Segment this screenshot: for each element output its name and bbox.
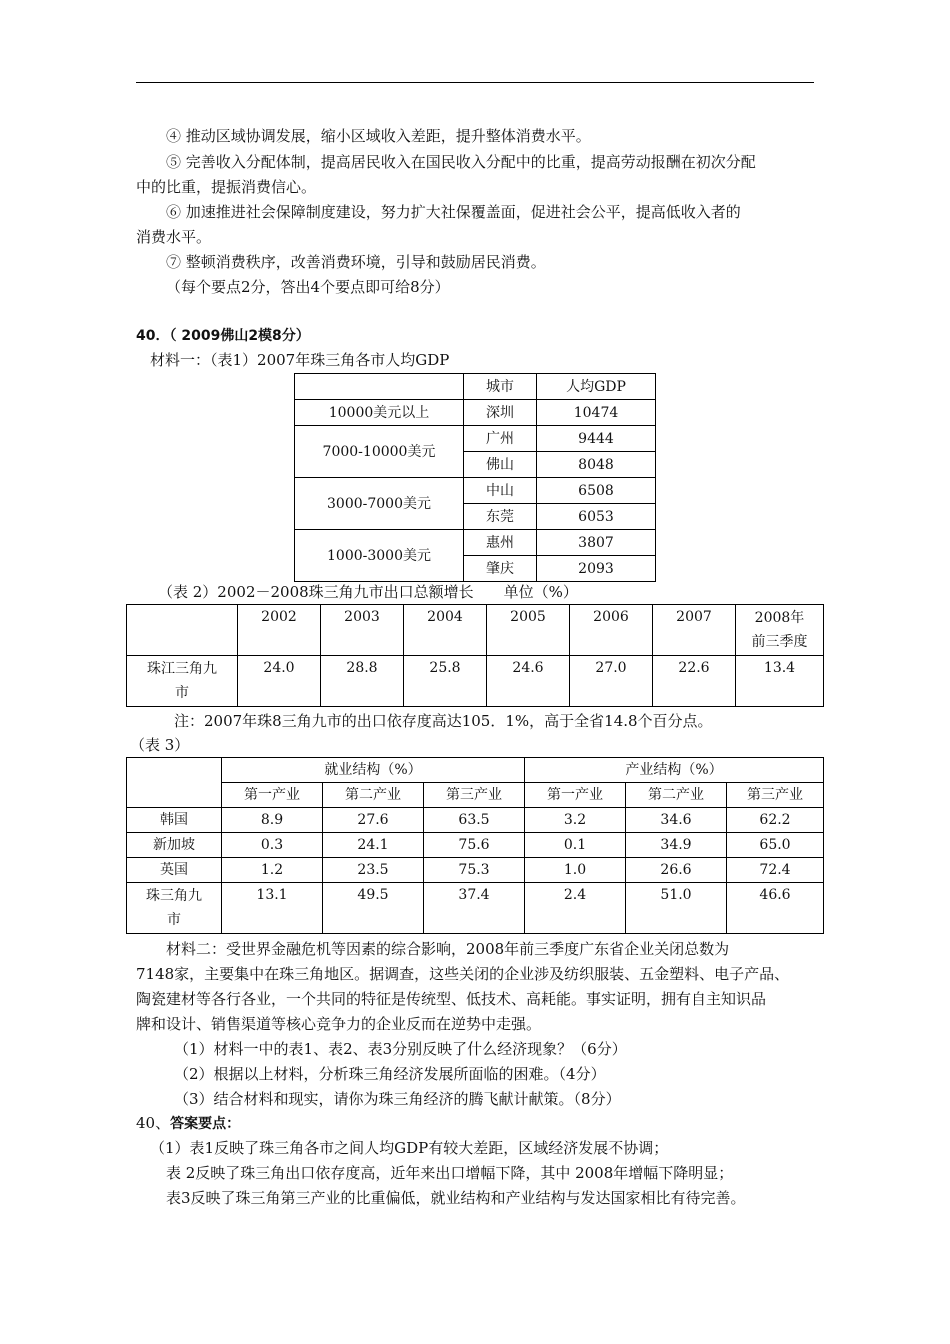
table-2-export-growth — [126, 604, 824, 707]
table-header: 城市 — [464, 374, 537, 400]
table-cell: 22.6 — [653, 656, 736, 707]
row-label-line: 珠江三角九 — [147, 661, 217, 677]
table-cell: 肇庆 — [464, 556, 537, 582]
table-cell — [127, 758, 222, 808]
table-cell: 75.3 — [424, 858, 525, 883]
row-label: 新加坡 — [127, 833, 222, 858]
table-cell: 13.4 — [736, 656, 824, 707]
table-row — [295, 426, 656, 452]
table-cell: 9444 — [537, 426, 656, 452]
answer-line-1: （1）表1反映了珠三角各市之间人均GDP有较大差距，区域经济发展不协调； — [150, 1139, 669, 1157]
table-cell: 0.1 — [525, 833, 626, 858]
table-row — [295, 374, 656, 400]
table-cell — [295, 374, 464, 400]
answer-title-number: 40、 — [136, 1114, 171, 1132]
question-2: （2）根据以上材料，分析珠三角经济发展所面临的困难。（4分） — [174, 1065, 606, 1083]
question-40-title: 40．（ 2009佛山2模8分） — [136, 328, 310, 344]
intro-line-6a: ⑥ 加速推进社会保障制度建设，努力扩大社保覆盖面，促进社会公平，提高低收入者的 — [166, 203, 741, 221]
answer-line-2: 表 2反映了珠三角出口依存度高，近年来出口增幅下降，其中 2008年增幅下降明显； — [166, 1164, 734, 1182]
table-cell: 34.9 — [626, 833, 727, 858]
table-cell — [127, 605, 238, 656]
table-1-gdp — [294, 373, 656, 582]
table-cell: 27.6 — [323, 808, 424, 833]
table-cell: 0.3 — [222, 833, 323, 858]
table-row — [127, 783, 824, 808]
table-header: 2004 — [404, 605, 487, 656]
table-cell: 惠州 — [464, 530, 537, 556]
group-header-industry: 产业结构（%） — [525, 758, 824, 783]
table-header: 第一产业 — [222, 783, 323, 808]
scoring-note: （每个要点2分，答出4个要点即可给8分） — [166, 278, 450, 296]
table-cell: 8.9 — [222, 808, 323, 833]
table-cell: 49.5 — [323, 883, 424, 934]
table-cell: 28.8 — [321, 656, 404, 707]
table-row — [127, 656, 824, 707]
table-cell: 63.5 — [424, 808, 525, 833]
table-row — [127, 605, 824, 656]
table-header: 第二产业 — [323, 783, 424, 808]
table-cell: 东莞 — [464, 504, 537, 530]
table-header: 人均GDP — [537, 374, 656, 400]
intro-line-6b: 消费水平。 — [136, 228, 212, 246]
table-row — [295, 530, 656, 556]
answer-line-3: 表3反映了珠三角第三产业的比重偏低，就业结构和产业结构与发达国家相比有待完善。 — [166, 1189, 746, 1207]
table-cell: 1.2 — [222, 858, 323, 883]
table-cell: 8048 — [537, 452, 656, 478]
intro-line-5a: ⑤ 完善收入分配体制，提高居民收入在国民收入分配中的比重，提高劳动报酬在初次分配 — [166, 153, 756, 171]
table-row — [295, 400, 656, 426]
row-label-line: 市 — [167, 912, 181, 928]
table-3-caption: （表 3） — [130, 736, 190, 754]
table-3-structure — [126, 757, 824, 934]
table-cell: 37.4 — [424, 883, 525, 934]
table-cell: 3.2 — [525, 808, 626, 833]
table-2-note: 注：2007年珠8三角九市的出口依存度高达105．1%，高于全省14.8个百分点。 — [174, 712, 713, 730]
header-line: 前三季度 — [751, 634, 808, 650]
table-cell: 2093 — [537, 556, 656, 582]
material-2-line: 陶瓷建材等各行各业，一个共同的特征是传统型、低技术、高耗能。事实证明，拥有自主知识品 — [136, 990, 767, 1008]
table-cell: 72.4 — [727, 858, 824, 883]
table-header: 2005 — [487, 605, 570, 656]
table-row — [127, 858, 824, 883]
table-row — [295, 478, 656, 504]
table-row — [127, 883, 824, 934]
material-1-label: 材料一：（表1）2007年珠三角各市人均GDP — [150, 351, 450, 369]
header-rule — [136, 82, 814, 83]
table-row — [127, 833, 824, 858]
table-header: 2007 — [653, 605, 736, 656]
intro-line-7: ⑦ 整顿消费秩序，改善消费环境，引导和鼓励居民消费。 — [166, 253, 546, 271]
table-header: 第三产业 — [727, 783, 824, 808]
table-cell: 广州 — [464, 426, 537, 452]
row-label-line: 珠三角九 — [146, 888, 202, 904]
table-cell: 深圳 — [464, 400, 537, 426]
table-cell: 26.6 — [626, 858, 727, 883]
intro-line-4: ④ 推动区域协调发展，缩小区域收入差距，提升整体消费水平。 — [166, 127, 591, 145]
header-line: 2008年 — [754, 610, 805, 626]
table-cell: 34.6 — [626, 808, 727, 833]
table-cell: 23.5 — [323, 858, 424, 883]
table-cell: 46.6 — [727, 883, 824, 934]
table-cell: 65.0 — [727, 833, 824, 858]
table-cell: 75.6 — [424, 833, 525, 858]
question-1: （1）材料一中的表1、表2、表3分别反映了什么经济现象？（6分） — [174, 1040, 627, 1058]
table-cell: 25.8 — [404, 656, 487, 707]
table-row — [127, 758, 824, 783]
table-cell: 62.2 — [727, 808, 824, 833]
row-label — [127, 883, 222, 934]
table-header-2008 — [736, 605, 824, 656]
table-cell: 1000-3000美元 — [295, 530, 464, 582]
row-label — [127, 656, 238, 707]
row-label: 英国 — [127, 858, 222, 883]
intro-line-5b: 中的比重，提振消费信心。 — [136, 178, 317, 196]
table-header: 第二产业 — [626, 783, 727, 808]
table-cell: 6053 — [537, 504, 656, 530]
row-label: 韩国 — [127, 808, 222, 833]
material-2-line: 7148家，主要集中在珠三角地区。据调查，这些关闭的企业涉及纺织服装、五金塑料、电子产品、 — [136, 965, 790, 983]
table-row — [127, 808, 824, 833]
table-cell: 10474 — [537, 400, 656, 426]
question-3: （3）结合材料和现实，请你为珠三角经济的腾飞献计献策。（8分） — [174, 1090, 621, 1108]
table-cell: 中山 — [464, 478, 537, 504]
answer-title-text: 答案要点： — [170, 1116, 241, 1132]
table-cell: 3807 — [537, 530, 656, 556]
table-2-caption: （表 2）2002－2008珠三角九市出口总额增长 单位（%） — [158, 583, 578, 601]
table-cell: 24.0 — [238, 656, 321, 707]
table-cell: 24.6 — [487, 656, 570, 707]
group-header-employment: 就业结构（%） — [222, 758, 525, 783]
table-cell: 10000美元以上 — [295, 400, 464, 426]
row-label-line: 市 — [175, 685, 189, 701]
table-header: 第一产业 — [525, 783, 626, 808]
table-cell: 1.0 — [525, 858, 626, 883]
answer-title — [136, 1111, 816, 1136]
table-cell: 3000-7000美元 — [295, 478, 464, 530]
table-header: 2002 — [238, 605, 321, 656]
table-cell: 佛山 — [464, 452, 537, 478]
material-2-line: 牌和设计、销售渠道等核心竞争力的企业反而在逆势中走强。 — [136, 1015, 542, 1033]
table-cell: 2.4 — [525, 883, 626, 934]
table-cell: 27.0 — [570, 656, 653, 707]
table-header: 2006 — [570, 605, 653, 656]
table-header: 第三产业 — [424, 783, 525, 808]
table-cell: 51.0 — [626, 883, 727, 934]
material-2-line: 材料二：受世界金融危机等因素的综合影响，2008年前三季度广东省企业关闭总数为 — [166, 940, 730, 958]
table-cell: 6508 — [537, 478, 656, 504]
table-cell: 13.1 — [222, 883, 323, 934]
table-cell: 24.1 — [323, 833, 424, 858]
table-cell: 7000-10000美元 — [295, 426, 464, 478]
table-header: 2003 — [321, 605, 404, 656]
